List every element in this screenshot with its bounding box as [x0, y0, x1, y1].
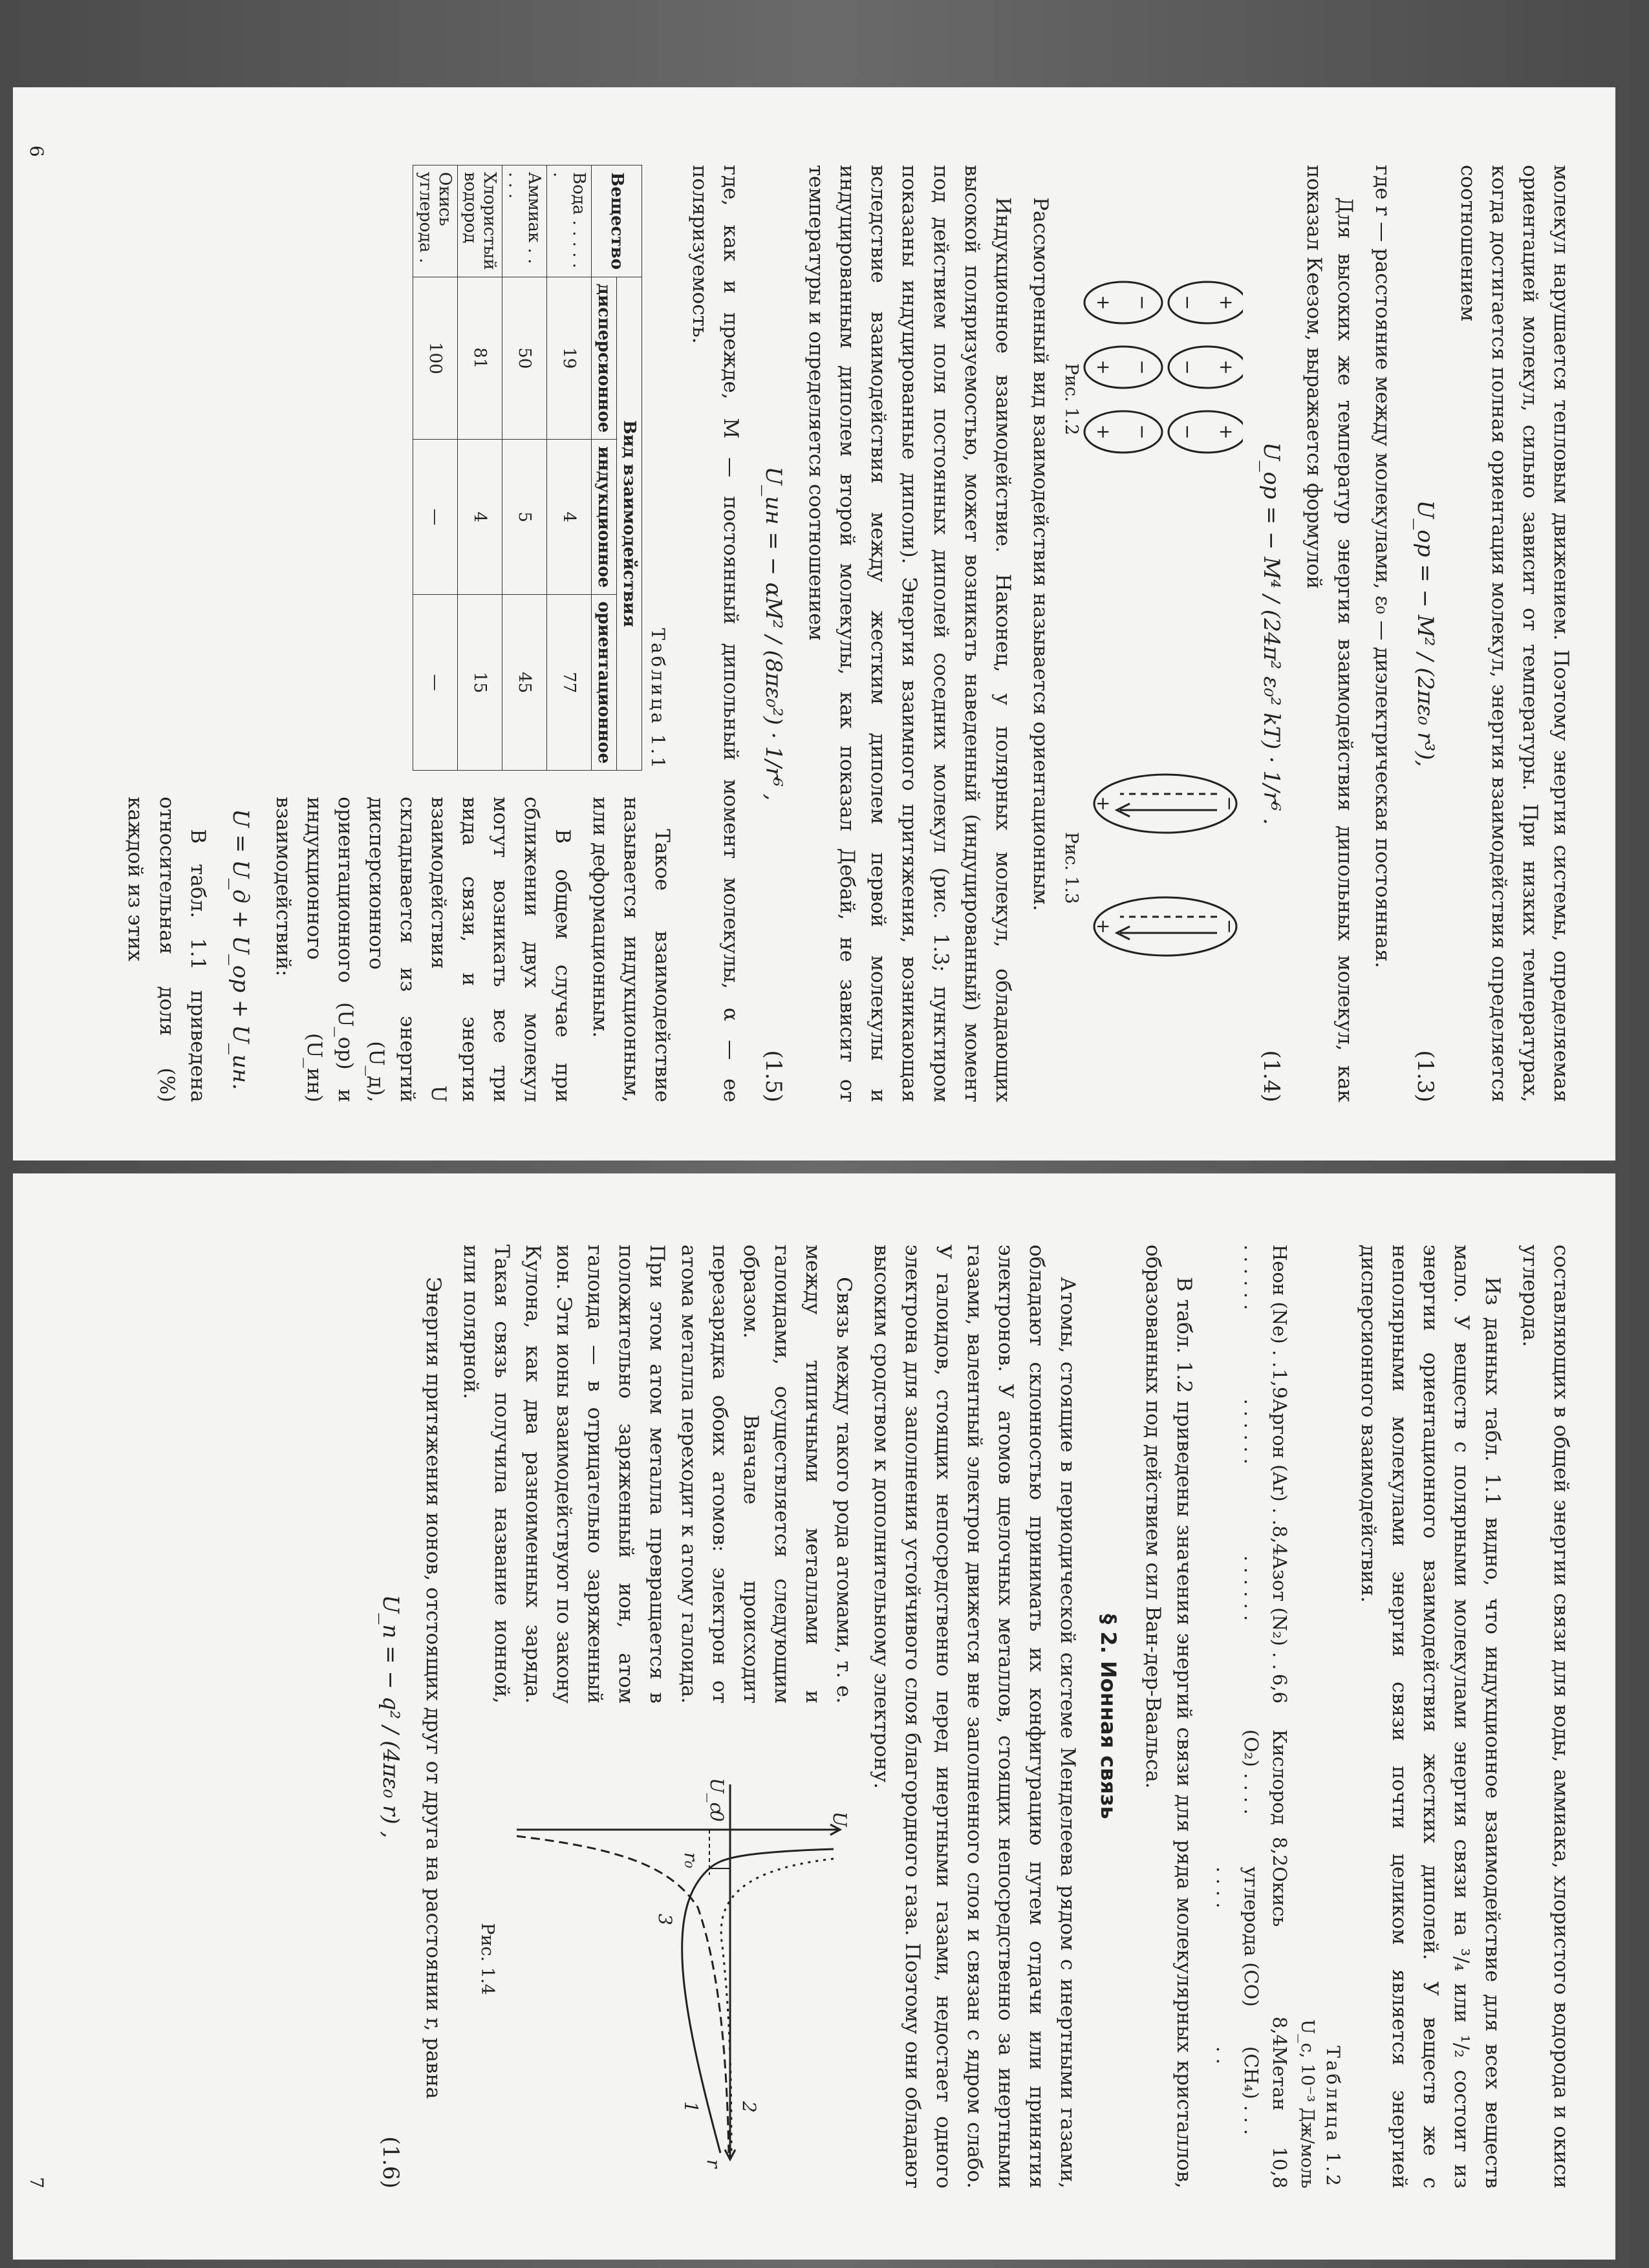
table-and-text	[113, 165, 678, 1102]
table-column-right	[1209, 1729, 1293, 2188]
page-number: 7	[26, 2177, 47, 2188]
paragraph: Из данных табл. 1.1 видно, что индукционное взаимодействие для всех веществ мало. У веществ с полярными молекулами энергия связи на ³/₄ или ¹/₂ состоит из энергии ориентационного взаимодействия жестких диполей. У веществ же с неполярными молекулами энергия связи почти целиком является энергией дисперсионного взаимодействия.	[1356, 1245, 1504, 2188]
figure-1-2	[1061, 264, 1243, 535]
table-row: Азот (N₂) . . . . . . . . 6,6	[1240, 1555, 1291, 1704]
table-row: Окись углерода . 100 — —	[413, 166, 458, 771]
equation-1-3: U_ор = − M² / (2πε₀ r³), (1.3)	[1412, 500, 1438, 1102]
table-column-left	[1209, 1245, 1293, 1704]
equation-1-6: U_п = − q² / (4πε₀ r) , (1.6)	[378, 1594, 404, 2188]
table-row: Кислород (O₂) . . . . 8,2	[1240, 1729, 1291, 1867]
paragraph: Для высоких же температур энергия взаимодействия дипольных молекул, как показал Кеезом, выражается формулой	[1302, 165, 1357, 1102]
page-6-content	[13, 87, 1615, 1161]
svg-text:+: +	[1092, 795, 1114, 811]
uc-label: U_c	[706, 1778, 727, 1813]
table-row: Неон (Ne) . . . . . . . . 1,9	[1240, 1245, 1291, 1399]
origin-label: 0	[706, 1810, 727, 1822]
table-title: Таблица 1.1	[647, 628, 669, 771]
svg-text:−: −	[1131, 359, 1153, 375]
svg-text:−: −	[1176, 294, 1198, 310]
figure-column	[449, 1729, 859, 2188]
paragraph: Энергия притяжения ионов, отстоящих друг от друга на расстоянии r, равна	[422, 1277, 446, 2099]
equation-1-5: U_ин = − αM² / (8πε₀²) · 1/r⁶ , (1.5)	[760, 466, 787, 1102]
table-header-substance: Вещество	[592, 166, 642, 277]
table-row: Вода . . . . . . 19 4 77	[547, 166, 592, 771]
svg-text:+: +	[1092, 359, 1114, 375]
svg-text:−: −	[1176, 359, 1198, 375]
table-header: дисперсионное	[592, 277, 617, 440]
axis-label-r: r	[702, 2159, 724, 2168]
section-title: § 2. Ионная связь	[1096, 1614, 1121, 1819]
table-title: Таблица 1.2	[1322, 2046, 1344, 2188]
r0-label: r₀	[680, 1852, 702, 1868]
page-7	[13, 1173, 1615, 2260]
dipole-arrangement-diagram	[1081, 264, 1243, 535]
curve-label-3: 3	[654, 1914, 676, 1925]
svg-text:+: +	[1215, 423, 1237, 440]
paragraph: где, как и прежде, M — постоянный дипольный момент молекулы, α — ее поляризуемость.	[688, 165, 743, 1102]
paragraph: составляющих в общей энергии связи для воды, аммиака, хлористого водорода и окиси углерода.	[1518, 1245, 1573, 2188]
figures-row	[1061, 165, 1243, 1102]
paragraph: Индукционное взаимодействие. Наконец, у полярных молекул, обладающих высокой поляризуемостью, может возникать наведенный (индуцированный) момент под действием поля постоянных диполей соседних молекул (рис. 1.3; пунктиром показаны индуцированные диполи). Энергия взаимного притяжения, возникающая вследствие взаимодействия между жестким диполем первой молекулы и индуцированным диполем второй молекулы, как показал Дебай, не зависит от температуры и определяется соотношением	[804, 165, 1015, 1102]
curve-label-2: 2	[738, 2101, 760, 2113]
table-unit: U_с, 10⁻³ Дж/моль	[1297, 2019, 1317, 2188]
paragraph: Связь между такого рода атомами, т. е. между типичными металлами и галоидами, осуществляется следующим образом. Вначале происходит перезарядка обоих атомов: электрон от атома металла переходит к атому галоида. При этом атом металла превращается в положительно заряженный ион, атом галоида — в отрицательно заряженный ион. Эти ионы взаимодействуют по закону Кулона, как два разноименных заряда. Такая связь получила название ионной, или полярной.	[459, 1245, 856, 1704]
paragraph: В табл. 1.1 приведена относительная доля (%) каждой из этих	[124, 797, 210, 1102]
text-column	[113, 797, 678, 1102]
table-row: Аргон (Ar) . . . . . . . . 8,4	[1240, 1398, 1291, 1556]
table-row: Хлористый водород 81 4 15	[458, 166, 502, 771]
induced-dipole-diagram	[1081, 733, 1243, 1004]
svg-text:−: −	[1218, 795, 1240, 811]
table-row: Аммиак . . . . . 50 5 45	[502, 166, 547, 771]
figure-caption: Рис. 1.4	[477, 1923, 497, 1995]
page-7-content	[13, 1173, 1615, 2260]
table-column	[113, 165, 678, 771]
figure-1-4	[477, 1729, 859, 2188]
text-and-figure	[449, 1245, 859, 2188]
svg-text:+: +	[1215, 359, 1237, 375]
curve-label-1: 1	[680, 2101, 702, 2113]
axis-label-U: U	[828, 1812, 850, 1827]
paragraph: Рассмотренный вид взаимодействия называется ориентационным.	[1028, 197, 1052, 912]
paragraph: молекул нарушается тепловым движением. Поэтому энергия системы, определяемая ориентацией молекул, сильно зависит от температуры. При низких температурах, когда достигается полная ориентация молекул, энергия взаимодействия определяется соотношением	[1456, 165, 1573, 1102]
ionic-potential-energy-plot	[497, 1739, 859, 2179]
table-row: Метан (CH₄) . . . . . 10,8	[1212, 2046, 1291, 2188]
figure-1-3	[1061, 733, 1243, 1004]
table-row: Окись углерода (CO) . . . . 8,4	[1212, 1867, 1291, 2047]
page-6	[13, 87, 1615, 1161]
svg-text:+: +	[1092, 294, 1114, 310]
text-column	[449, 1245, 859, 1704]
paragraph: В общем случае при сближении двух молекул могут возникать все три вида связи, и энергия взаимодействия U складывается из энергий дисперсионного (U_д), ориентационного (U_ор) и индукционного (U_ин) взаимодействий:	[271, 797, 575, 1102]
table-1-2	[1209, 1245, 1293, 2188]
equation-sum: U = U_д + U_ор + U_ин.	[227, 809, 253, 1090]
paragraph: Такое взаимодействие называется индукционным, или деформационным.	[588, 797, 674, 1102]
svg-text:−: −	[1131, 294, 1153, 310]
paragraph: В табл. 1.2 приведены значения энергий связи для ряда молекулярных кристаллов, образованных под действием сил Ван-дер-Ваальса.	[1141, 1245, 1196, 2188]
equation-1-4: U_ор = − M⁴ / (24π² ε₀² kT) · 1/r⁶ . (1.4)	[1258, 442, 1284, 1102]
svg-text:−: −	[1218, 918, 1240, 934]
table-header: индукционное	[592, 440, 617, 595]
table-header: ориентационное	[592, 595, 617, 771]
figure-caption: Рис. 1.2	[1061, 363, 1081, 436]
svg-text:+: +	[1215, 294, 1237, 310]
paragraph: где r — расстояние между молекулами, ε₀ — диэлектрическая постоянная.	[1370, 165, 1394, 968]
table-header-group: Вид взаимодействия	[617, 277, 642, 771]
svg-text:+: +	[1092, 423, 1114, 440]
svg-text:+: +	[1092, 918, 1114, 934]
page-number: 6	[26, 145, 47, 157]
figure-caption: Рис. 1.3	[1061, 831, 1081, 904]
paragraph: Атомы, стоящие в периодической системе Менделеева рядом с инертными газами, обладают склонностью принимать их конфигурацию путем отдачи или принятия электронов. У атомов щелочных металлов, стоящих непосредственно за инертными газами, валентный электрон движется вне заполненного слоя и связан с ядром слабо. У галоидов, стоящих непосредственно перед инертными газами, недостает одного электрона для заполнения устойчивого слоя благородного газа. Поэтому они обладают высоким сродством к дополнительному электрону.	[869, 1245, 1080, 2188]
svg-text:−: −	[1176, 423, 1198, 440]
svg-text:−: −	[1131, 423, 1153, 440]
table-1-1	[413, 165, 642, 771]
